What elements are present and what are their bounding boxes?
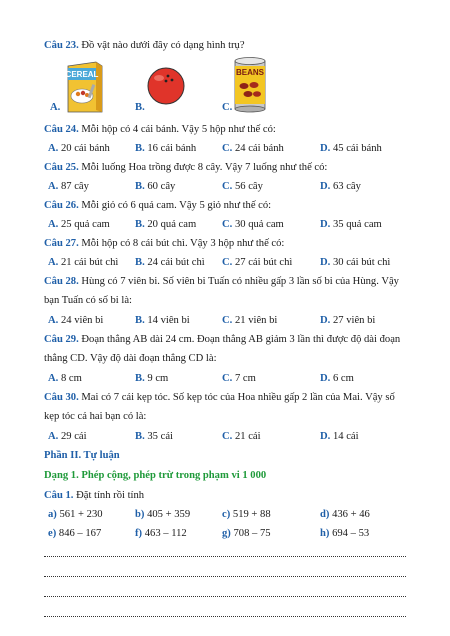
option-text: 24 viên bi (60, 315, 104, 326)
option-text: 35 cái (147, 431, 173, 442)
question-number: Câu 23. (44, 40, 79, 51)
question-text-cont: thẳng CD. Vậy độ dài đoạn thẳng CD là: (44, 353, 217, 364)
option-a (48, 315, 103, 326)
option-text: 21 cái (234, 431, 261, 442)
calc-g (222, 528, 271, 539)
answer-line[interactable] (44, 556, 406, 557)
cereal-caption: CEREAL (65, 70, 99, 79)
beans-caption: BEANS (235, 68, 265, 77)
option-text: 25 quả cam (60, 219, 110, 230)
question-number: Câu 28. (44, 276, 79, 287)
calc-e (48, 528, 101, 539)
option-label: A. (50, 102, 61, 113)
question-24 (44, 124, 276, 135)
calc-expression: 846 – 167 (58, 528, 102, 539)
option-label: C. (222, 431, 233, 442)
option-text: 20 cái bánh (60, 143, 110, 154)
option-label: B. (135, 257, 145, 268)
option-label: B. (135, 143, 145, 154)
option-d (320, 219, 382, 230)
option-a (48, 181, 89, 192)
question-number: Câu 27. (44, 238, 79, 249)
option-text: 6 cm (332, 373, 354, 384)
option-text: 27 cái bút chì (234, 257, 293, 268)
option-text: 29 cái (60, 431, 87, 442)
option-text: 27 viên bi (332, 315, 376, 326)
red-ball-image (146, 66, 186, 106)
option-b (135, 315, 190, 326)
question-text: Mỗi giỏ có 6 quả cam. Vậy 5 giỏ như thế có: (81, 200, 272, 211)
option-text: 63 cây (332, 181, 361, 192)
option-label: B. (135, 373, 145, 384)
option-c (222, 373, 256, 384)
option-d (320, 181, 361, 192)
question-text: Mỗi luống Hoa trồng được 8 cây. Vậy 7 luống như thế có: (81, 162, 328, 173)
option-a (48, 219, 110, 230)
option-a (48, 431, 87, 442)
question-number: Câu 26. (44, 200, 79, 211)
question-number: Câu 30. (44, 392, 79, 403)
question-number: Câu 29. (44, 334, 79, 345)
option-text: 30 quả cam (234, 219, 284, 230)
option-text: 24 cái bánh (234, 143, 284, 154)
option-label: A. (48, 143, 59, 154)
question-number: Câu 24. (44, 124, 79, 135)
calc-label: d) (320, 509, 330, 520)
calc-c (222, 509, 271, 520)
answer-line[interactable] (44, 596, 406, 597)
calc-expression: 561 + 230 (59, 509, 103, 520)
option-d (320, 431, 359, 442)
question-text: Hùng có 7 viên bi. Số viên bi Tuấn có nhiều gấp 3 lần số bi của Hùng. Vậy (81, 276, 399, 287)
option-a (50, 102, 60, 113)
beans-can-image (232, 56, 268, 114)
exercise-1 (44, 490, 144, 501)
calc-label: a) (48, 509, 57, 520)
type-1-heading: Dạng 1. Phép cộng, phép trừ trong phạm vi 1 000 (44, 470, 267, 481)
calc-label: f) (135, 528, 143, 539)
calc-expression: 463 – 112 (144, 528, 187, 539)
option-b (135, 181, 175, 192)
option-c (222, 143, 284, 154)
option-label: A. (48, 373, 59, 384)
calc-d (320, 509, 370, 520)
question-text: Mỗi hộp có 4 cái bánh. Vậy 5 hộp như thế có: (81, 124, 276, 135)
calc-label: h) (320, 528, 330, 539)
option-label: A. (48, 257, 59, 268)
option-label: C. (222, 181, 233, 192)
option-c (222, 257, 292, 268)
calc-h (320, 528, 369, 539)
option-label: C. (222, 219, 233, 230)
option-d (320, 315, 375, 326)
option-label: C. (222, 143, 233, 154)
option-label: B. (135, 219, 145, 230)
calc-label: b) (135, 509, 145, 520)
option-text: 56 cây (234, 181, 263, 192)
option-label: D. (320, 315, 331, 326)
cereal-box-image (62, 60, 106, 114)
option-text: 20 quả cam (147, 219, 197, 230)
answer-line[interactable] (44, 576, 406, 577)
option-text: 14 viên bi (147, 315, 190, 326)
option-label: D. (320, 257, 331, 268)
answer-line[interactable] (44, 616, 406, 617)
option-label: B. (135, 431, 145, 442)
option-b (135, 257, 205, 268)
option-text: 9 cm (147, 373, 169, 384)
option-text: 8 cm (60, 373, 82, 384)
calc-b (135, 509, 190, 520)
option-b (135, 219, 196, 230)
option-b (135, 373, 168, 384)
calc-label: c) (222, 509, 231, 520)
option-label: B. (135, 181, 145, 192)
option-text: 60 cây (147, 181, 176, 192)
option-label: D. (320, 219, 331, 230)
question-23 (44, 40, 245, 51)
calc-a (48, 509, 103, 520)
option-label: D. (320, 143, 331, 154)
option-b (135, 431, 173, 442)
calc-label: g) (222, 528, 231, 539)
option-text: 45 cái bánh (332, 143, 382, 154)
option-label: A. (48, 219, 59, 230)
question-29 (44, 334, 400, 345)
question-text: Mai có 7 cái kẹp tóc. Số kẹp tóc của Hoa nhiều gấp 2 lần của Mai. Vậy số (81, 392, 395, 403)
option-label: D. (320, 373, 331, 384)
option-text: 35 quả cam (332, 219, 382, 230)
option-c (222, 315, 277, 326)
question-30 (44, 392, 395, 403)
question-27 (44, 238, 284, 249)
option-text: 14 cái (332, 431, 359, 442)
question-text: Đồ vật nào dưới đây có dạng hình trụ? (81, 40, 245, 51)
question-number: Câu 1. (44, 490, 74, 501)
question-text: Đặt tính rồi tính (76, 490, 145, 501)
calc-expression: 436 + 46 (332, 509, 370, 520)
question-text-cont: kẹp tóc cả hai bạn có là: (44, 411, 147, 422)
option-c (222, 181, 263, 192)
option-label: D. (320, 431, 331, 442)
option-d (320, 143, 382, 154)
option-a (48, 373, 82, 384)
option-b (135, 102, 145, 113)
option-text: 16 cái bánh (147, 143, 197, 154)
calc-expression: 405 + 359 (147, 509, 191, 520)
question-28 (44, 276, 399, 287)
option-text: 24 cái bút chì (147, 257, 205, 268)
calc-expression: 694 – 53 (332, 528, 370, 539)
option-label: C. (222, 102, 233, 113)
part-2-heading: Phần II. Tự luận (44, 450, 120, 461)
question-text-cont: bạn Tuấn có số bi là: (44, 295, 132, 306)
option-text: 7 cm (234, 373, 256, 384)
calc-expression: 708 – 75 (233, 528, 271, 539)
option-label: C. (222, 257, 233, 268)
option-text: 21 viên bi (234, 315, 278, 326)
calc-f (135, 528, 187, 539)
option-a (48, 143, 110, 154)
question-26 (44, 200, 271, 211)
option-label: C. (222, 373, 233, 384)
option-label: A. (48, 315, 59, 326)
option-c (222, 102, 232, 113)
option-label: B. (135, 315, 145, 326)
option-d (320, 373, 354, 384)
option-text: 30 cái bút chì (332, 257, 391, 268)
calc-expression: 519 + 88 (232, 509, 271, 520)
option-label: D. (320, 181, 331, 192)
option-b (135, 143, 196, 154)
question-25 (44, 162, 327, 173)
option-c (222, 431, 261, 442)
option-label: A. (48, 181, 59, 192)
option-a (48, 257, 118, 268)
question-number: Câu 25. (44, 162, 79, 173)
option-label: A. (48, 431, 59, 442)
option-label: C. (222, 315, 233, 326)
option-c (222, 219, 284, 230)
option-text: 87 cây (60, 181, 89, 192)
option-text: 21 cái bút chì (60, 257, 119, 268)
calc-label: e) (48, 528, 57, 539)
question-text: Mỗi hộp có 8 cái bút chì. Vậy 3 hộp như thế có: (81, 238, 285, 249)
question-text: Đoạn thẳng AB dài 24 cm. Đoạn thẳng AB giảm 3 lần thì được độ dài đoạn (81, 334, 401, 345)
option-d (320, 257, 390, 268)
option-label: B. (135, 102, 145, 113)
